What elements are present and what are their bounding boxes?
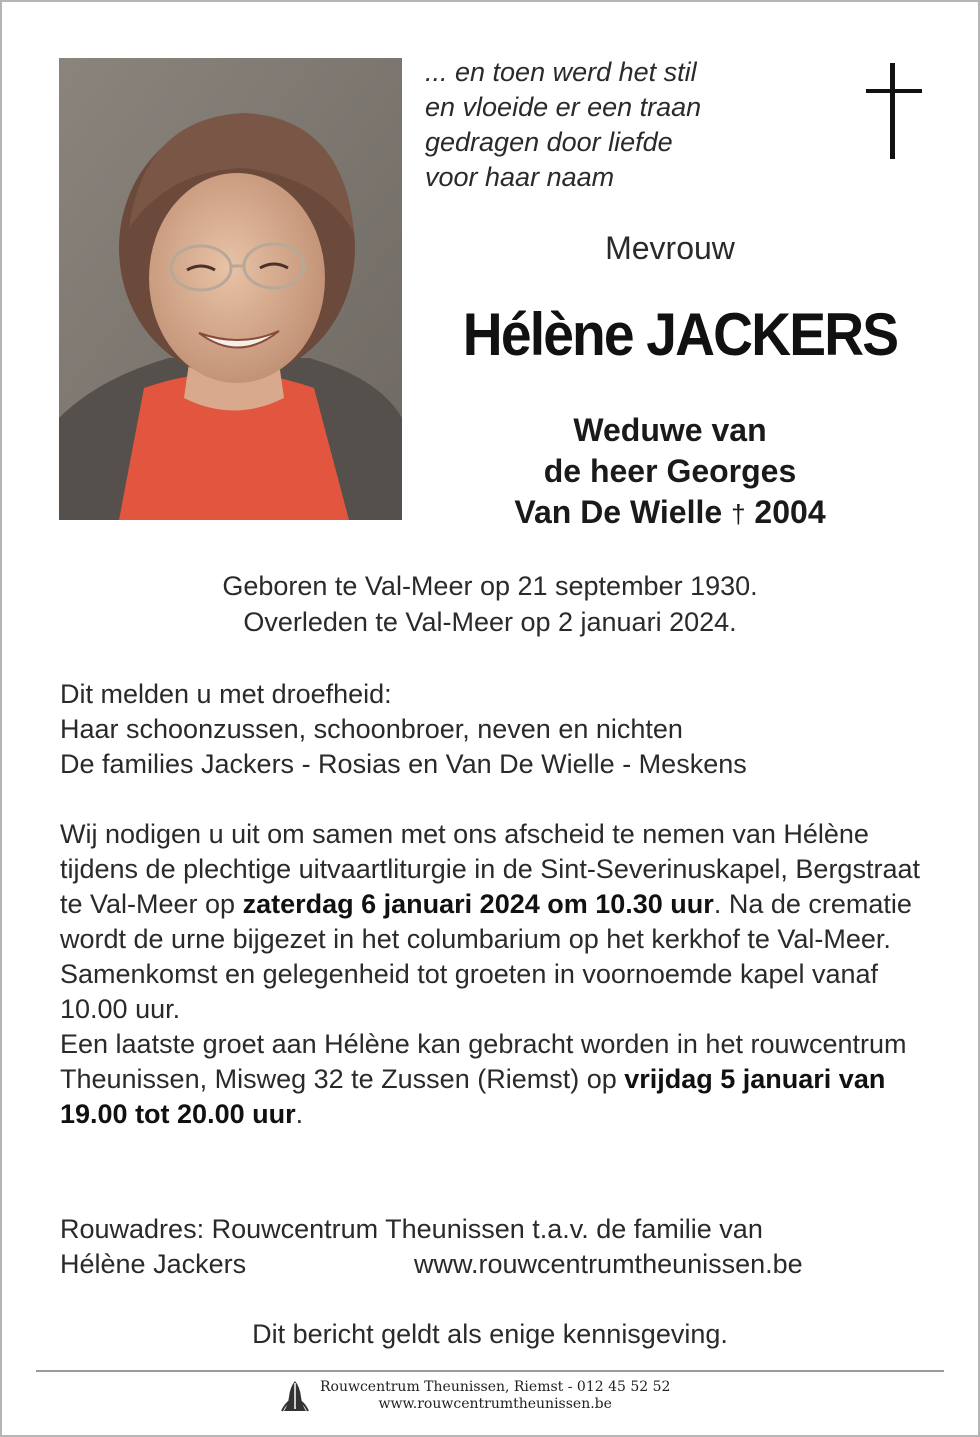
small-cross-icon: † [731,499,746,529]
mourning-address [60,1212,940,1282]
death-date: Overleden te Val-Meer op 2 januari 2024. [243,607,737,637]
widow-line-last [430,492,910,535]
widow-of [430,410,910,535]
footer [276,1377,670,1415]
deceased-name: Hélène JACKERS [462,301,898,368]
announcement-line: Haar schoonzussen, schoonbroer, neven en nichten [60,714,683,744]
widow-line: Weduwe van [573,412,767,448]
poem-line: gedragen door liefde [425,127,673,157]
widow-line: de heer Georges [543,453,797,489]
family-name: Hélène Jackers [60,1249,247,1279]
divider [36,1370,944,1372]
invitation-paragraph [60,817,940,1027]
birth-date: Geboren te Val-Meer op 21 september 1930. [222,571,758,601]
portrait-photo [59,58,402,520]
address-line [60,1247,940,1282]
announcement-line: De families Jackers - Rosias en Van De Wielle - Meskens [60,749,747,779]
invitation-text: . Na de crematie wordt de urne bijgezet in het columbarium op het kerkhof te Val-Meer. Samenkomst en gelegenheid tot groeten in voornoemde kapel vanaf 10.00 uur. [60,889,912,1024]
invitation-text: Wij nodigen u uit om samen met ons afscheid te nemen van Hélène tijdens de plechtige uitvaartliturgie in de Sint-Severinuskapel, Bergstraat te Val-Meer op [60,819,920,919]
footer-text [320,1379,670,1413]
life-dates [0,568,980,640]
farewell-text: Een laatste groet aan Hélène kan gebracht worden in het rouwcentrum Theunissen, Misweg 32 te Zussen (Riemst) op [60,1029,907,1094]
poem-line: en vloeide er een traan [425,92,702,122]
poem-line: voor haar naam [425,162,615,192]
farewell-paragraph [60,1027,940,1132]
website-link[interactable]: www.rouwcentrumtheunissen.be [414,1249,803,1279]
footer-website[interactable]: www.rouwcentrumtheunissen.be [378,1396,612,1412]
notice: Dit bericht geldt als enige kennisgeving. [252,1319,728,1349]
announcement [60,677,940,782]
poem [425,55,701,195]
spouse-death-year: 2004 [754,494,826,530]
spouse-surname: Van De Wielle [514,494,723,530]
footer-line: Rouwcentrum Theunissen, Riemst - 012 45 52 52 [320,1379,671,1395]
announcement-line: Dit melden u met droefheid: [60,679,392,709]
poem-line: ... en toen werd het stil [425,57,697,87]
invitation [60,817,940,1132]
ceremony-datetime: zaterdag 6 januari 2024 om 10.30 uur [242,889,714,919]
farewell-datetime: vrijdag 5 januari van 19.00 tot 20.00 uur [60,1064,886,1129]
cross-icon [866,63,922,159]
praying-hands-icon [276,1377,314,1415]
farewell-text: . [295,1099,304,1129]
address-line: Rouwadres: Rouwcentrum Theunissen t.a.v. de familie van [60,1214,763,1244]
salutation: Mevrouw [605,230,735,266]
